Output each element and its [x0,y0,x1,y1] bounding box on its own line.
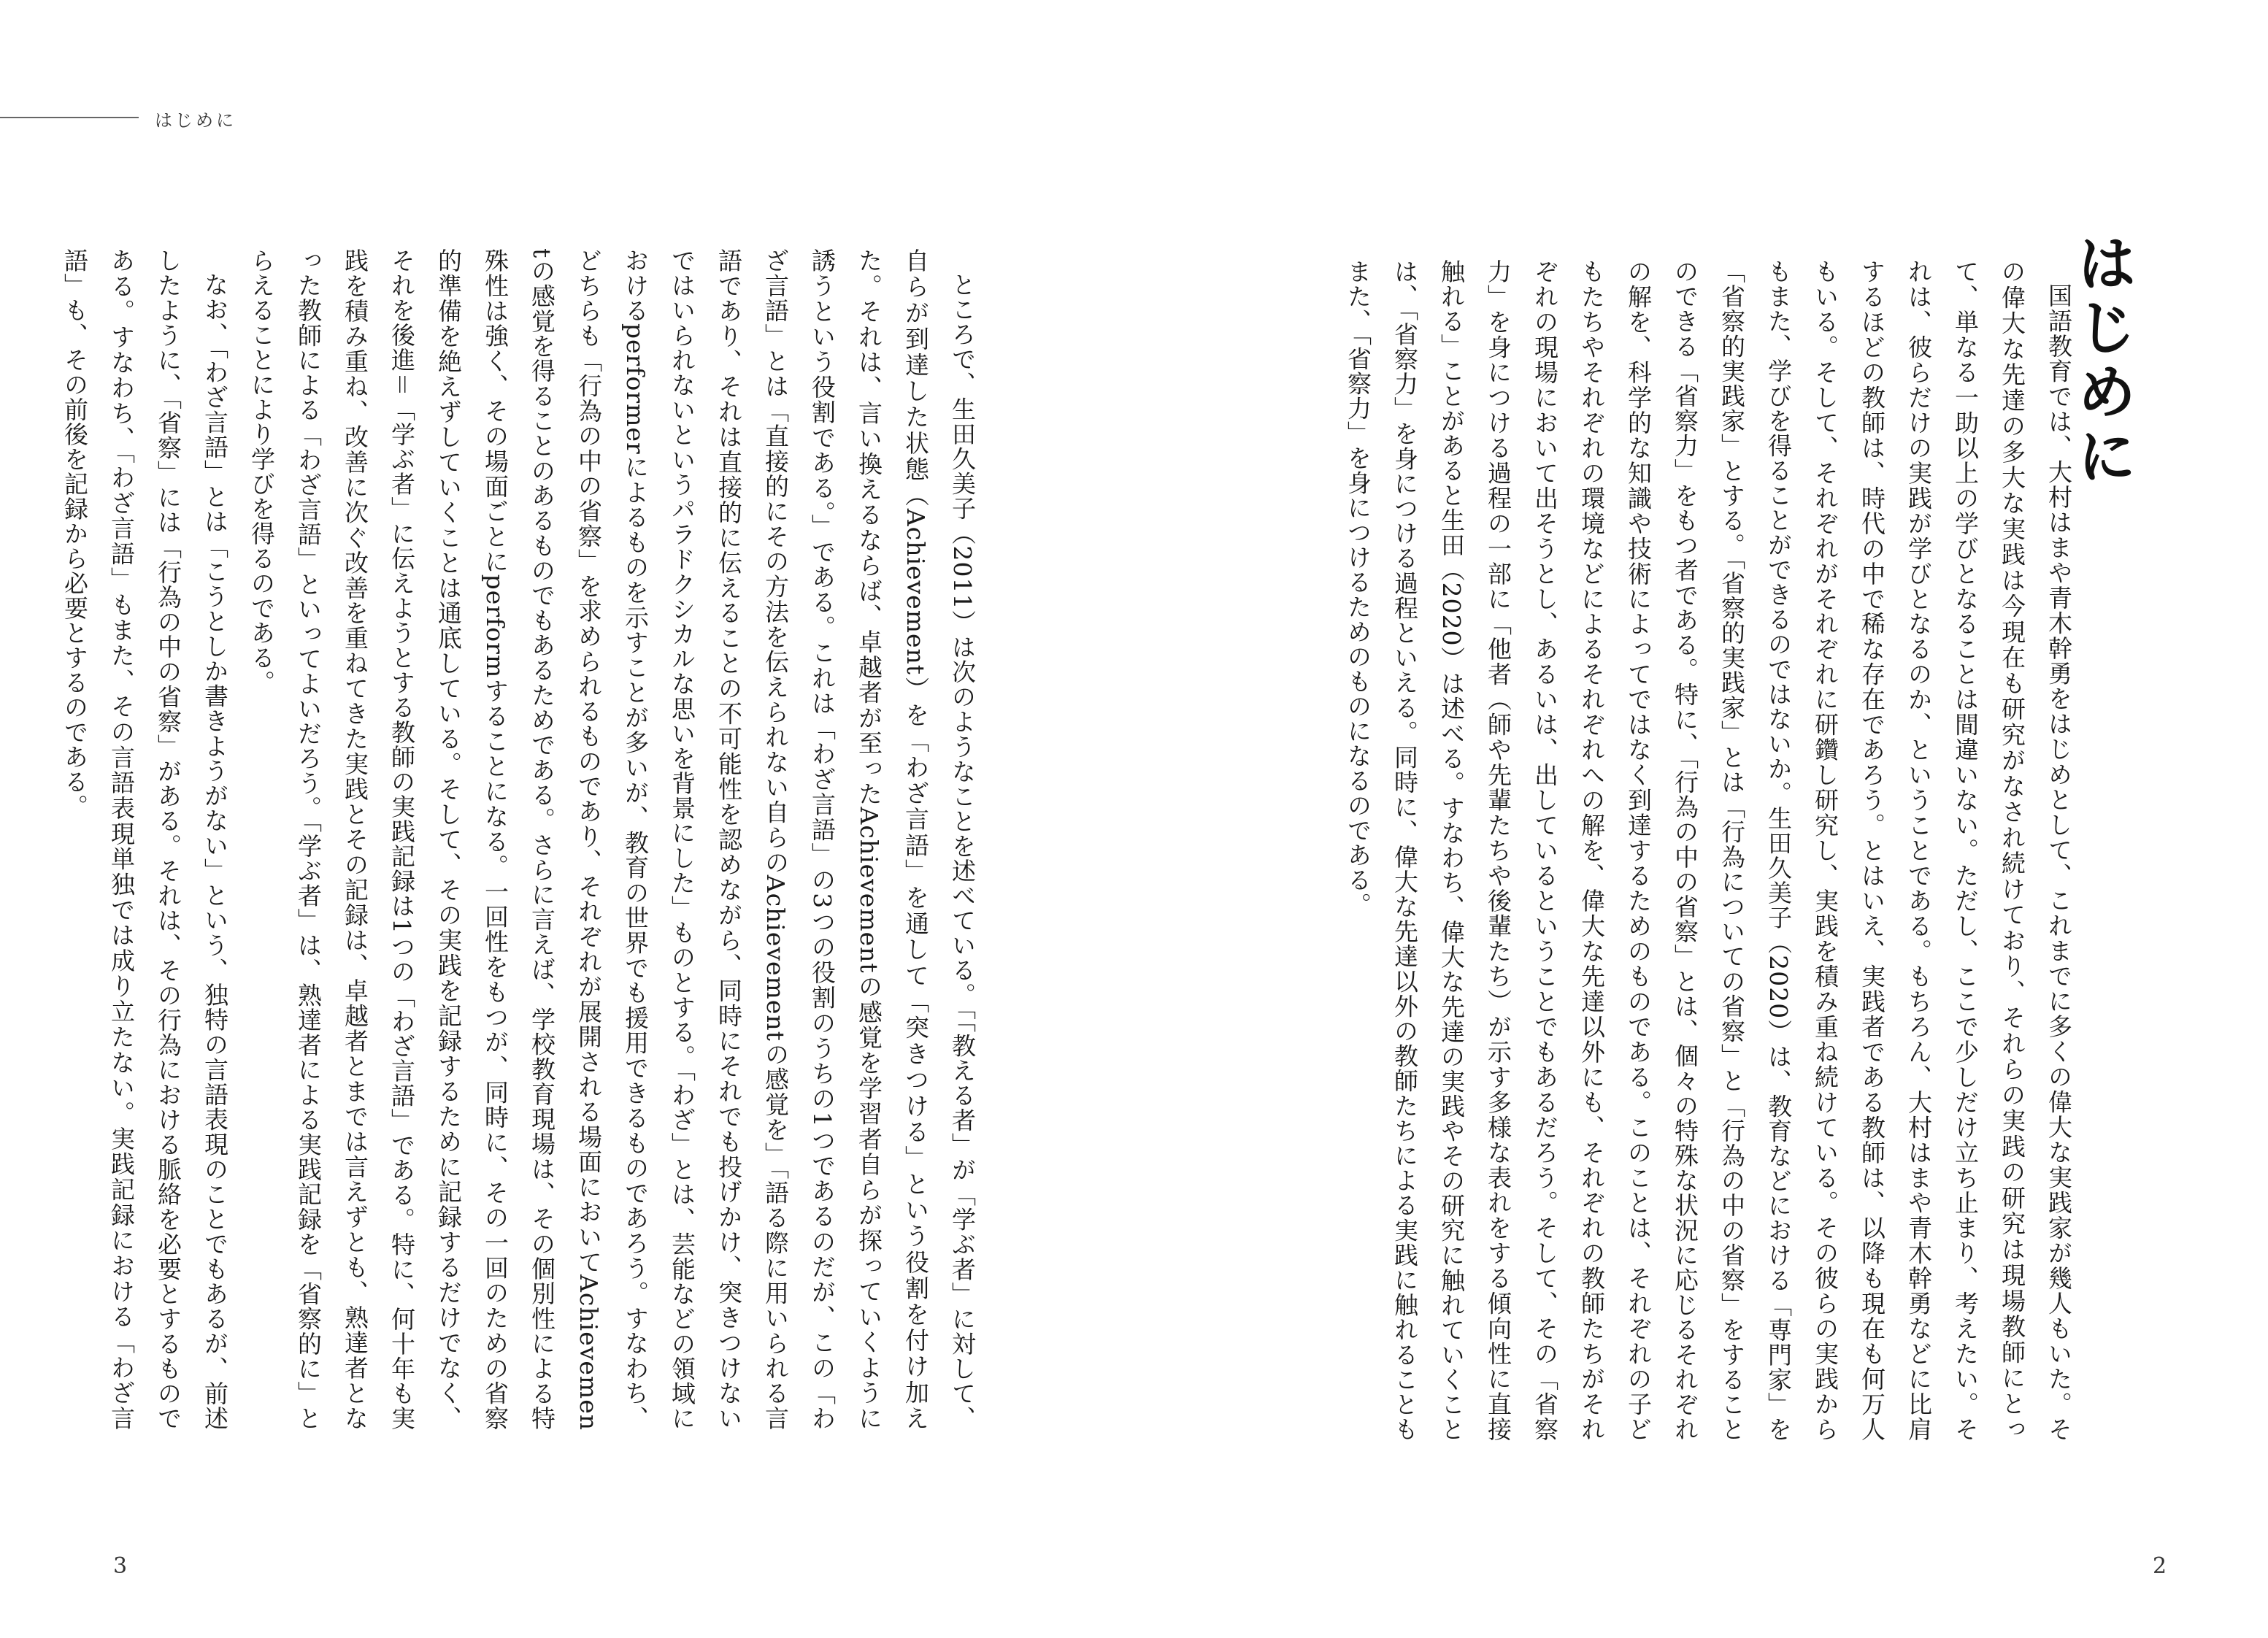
paragraph: ところで、生田久美子（2011）は次のようなことを述べている。「「教える者」が「学ぶ者」に対して、自らが到達した状態（Achievement）を「わざ言語」を通して「突きつける」という役割を付け加えた。それは、言い換えるならば、卓越者が至ったAchievementの感覚を学習者自らが探っていくように誘うという役割である。」である。これは「わざ言語」の3つの役割のうちの1つであるのだが、この「わざ言語」とは「直接的にその方法を伝えられない自らのAchievementの感覚を」「語る際に用いられる言語であり、それは直接的に伝えることの不可能性を認めながら、同時にそれでも投げかけ、突きつけないではいられないというパラドクシカルな思いを背景にした」ものとする。「わざ」とは、芸能などの領域におけるperformerによるものを示すことが多いが、教育の世界でも援用できるものであろう。すなわち、どちらも「行為の中の省察」を求められるものであり、それぞれが展開される場面においてAchievementの感覚を得ることのあるものでもあるためである。さらに言えば、学校教育現場は、その個別性による特殊性は強く、その場面ごとにperformすることになる。一回性をもつが、同時に、その一回のための省察的準備を絶えずしていくことは通底している。そして、その実践を記録するために記録するだけでなく、それを後進＝「学ぶ者」に伝えようとする教師の実践記録は1つの「わざ言語」である。特に、何十年も実践を積み重ね、改善に次ぐ改善を重ねてきた実践とその記録は、卓越者とまでは言えずとも、熟達者となった教師による「わざ言語」といってよいだろう。「学ぶ者」は、熟達者による実践記録を「省察的に」とらえることにより学びを得るのである。 [247,248,977,1431]
running-head-rule [0,117,139,118]
paragraph: なお、「わざ言語」とは「こうとしか書きようがない」という、独特の言語表現のことでもあるが、前述したように、「省察」には「行為の中の省察」がある。それは、その行為における脈絡を必要とするものである。すなわち、「わざ言語」もまた、その言語表現単独では成り立たない。実践記録における「わざ言語」も、その前後を記録から必要とするのである。 [61,248,229,1431]
page-number: 2 [2153,1553,2167,1579]
running-head: はじめに [155,110,237,131]
right-page-body [1323,259,2082,1442]
paragraph: 国語教育では、大村はまや青木幹勇をはじめとして、これまでに多くの偉大な実践家が幾人もいた。その偉大な先達の多大な実践は今現在も研究がなされ続けており、それらの実践の研究は現場教師にとって、単なる一助以上の学びとなることは間違いない。ただし、ここで少しだけ立ち止まり、考えたい。それは、彼らだけの実践が学びとなるのか、ということである。もちろん、大村はまや青木幹勇などに比肩するほどの教師は、時代の中で稀な存在であろう。とはいえ、実践者である教師は、以降も現在も何万人もいる。そして、それぞれがそれぞれに研鑽し研究し、実践を積み重ね続けている。その彼らの実践からもまた、学びを得ることができるのではないか。生田久美子（2020）は、教育などにおける「専門家」を「省察的実践家」とする。「省察的実践家」とは「行為についての省察」と「行為の中の省察」をすることのできる「省察力」をもつ者である。特に、「行為の中の省察」とは、個々の特殊な状況に応じるそれぞれの解を、科学的な知識や技術によってではなく到達するためのものである。このことは、それぞれの子どもたちやそれぞれの環境などによるそれぞれへの解を、偉大な先達以外にも、それぞれの教師たちがそれぞれの現場において出そうとし、あるいは、出しているということでもあるだろう。そして、その「省察力」を身につける過程の一部に「他者（師や先輩たちや後輩たち）が示す多様な表れをする傾向性に直接触れる」ことがあると生田（2020）は述べる。すなわち、偉大な先達の実践やその研究に触れていくことは、「省察力」を身につける過程といえる。同時に、偉大な先達以外の教師たちによる実践に触れることもまた、「省察力」を身につけるためのものになるのである。 [1344,259,2073,1442]
left-page-body [61,248,985,1431]
chapter-title: はじめに [2067,232,2137,489]
page-number: 3 [113,1553,128,1579]
left-page [0,0,1124,1638]
right-page [1144,0,2268,1638]
